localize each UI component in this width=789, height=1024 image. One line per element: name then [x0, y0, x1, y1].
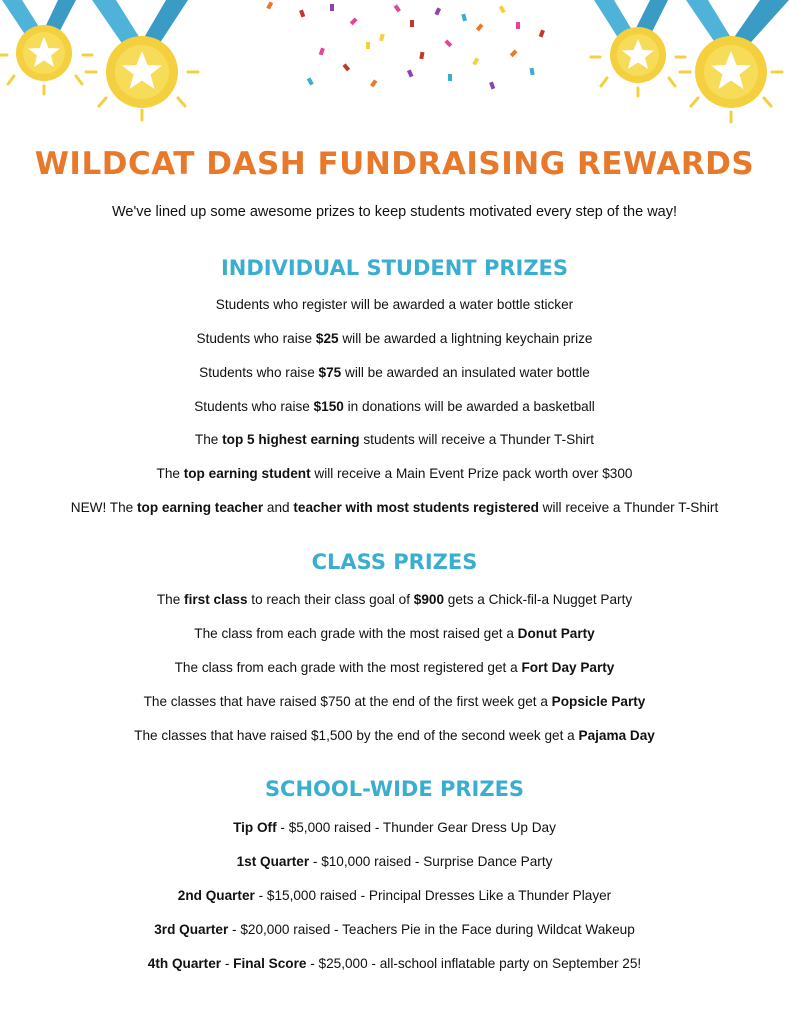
- prize-text-bold: $25: [315, 331, 339, 346]
- prize-text: - $15,000 raised - Principal Dresses Like a Thunder Player: [254, 888, 612, 903]
- medal-icon: [680, 0, 789, 122]
- prize-text-bold: teacher with most students registered: [293, 500, 539, 515]
- prize-text: will be awarded a lightning keychain prize: [338, 331, 593, 346]
- medal-icon: [591, 0, 685, 96]
- prize-line: [0, 854, 789, 869]
- prize-text-bold: 4th Quarter: [147, 956, 222, 971]
- prize-text: - $25,000 - all-school inflatable party on September 25!: [306, 956, 642, 971]
- prize-text: to reach their class goal of: [247, 592, 414, 607]
- prize-text: Students who raise: [194, 399, 314, 414]
- prize-line: [0, 500, 789, 515]
- prize-text: will be awarded an insulated water bottle: [341, 365, 590, 380]
- prize-text-bold: first class: [184, 592, 248, 607]
- prize-line: [0, 297, 789, 312]
- prize-text: students will receive a Thunder T-Shirt: [359, 432, 595, 447]
- section-heading-school-wide: SCHOOL-WIDE PRIZES: [264, 777, 525, 801]
- intro-text: We've lined up some awesome prizes to keep students motivated every step of the way!: [111, 204, 678, 220]
- prize-text: The classes that have raised $1,500 by the end of the second week get a: [134, 728, 579, 743]
- prize-text: The class from each grade with the most raised get a: [194, 626, 518, 641]
- prize-text-bold: top earning teacher: [137, 500, 264, 515]
- prize-text-bold: 1st Quarter: [236, 854, 310, 869]
- prize-text: Students who raise: [199, 365, 319, 380]
- confetti: [266, 1, 545, 89]
- prize-line: [0, 922, 789, 937]
- prize-text-bold: 3rd Quarter: [154, 922, 229, 937]
- prize-text-bold: $150: [313, 399, 344, 414]
- prize-text: The: [156, 466, 184, 481]
- prize-text-bold: top earning student: [183, 466, 311, 481]
- prize-line: [0, 466, 789, 481]
- prize-text: will receive a Main Event Prize pack worth over $300: [310, 466, 633, 481]
- prize-text: - $10,000 raised - Surprise Dance Party: [309, 854, 553, 869]
- prize-text: gets a Chick-fil-a Nugget Party: [444, 592, 633, 607]
- prize-text-bold: Fort Day Party: [521, 660, 615, 675]
- medal-icon: [0, 0, 92, 94]
- prize-text-bold: Tip Off: [233, 820, 277, 835]
- prize-text: The: [194, 432, 223, 447]
- prize-line: [0, 592, 789, 607]
- prize-line: [0, 432, 789, 447]
- prize-text-bold: 2nd Quarter: [177, 888, 255, 903]
- prize-line: [0, 728, 789, 743]
- prize-text-bold: top 5 highest earning: [222, 432, 360, 447]
- page-title: WILDCAT DASH FUNDRAISING REWARDS: [34, 146, 755, 182]
- prize-line: [0, 820, 789, 835]
- prize-text-bold: Final Score: [233, 956, 307, 971]
- prize-line: [0, 626, 789, 641]
- prize-text: The: [156, 592, 185, 607]
- prize-text-bold: Popsicle Party: [551, 694, 646, 709]
- prize-line: [0, 331, 789, 346]
- prize-text: - $5,000 raised - Thunder Gear Dress Up Day: [276, 820, 556, 835]
- section-heading-individual: INDIVIDUAL STUDENT PRIZES: [220, 256, 569, 280]
- prize-text: in donations will be awarded a basketball: [343, 399, 595, 414]
- prize-line: [0, 399, 789, 414]
- prize-text: Students who raise: [196, 331, 316, 346]
- prize-line: [0, 365, 789, 380]
- prize-line: [0, 956, 789, 971]
- prize-line: [0, 694, 789, 709]
- prize-text: NEW! The: [70, 500, 137, 515]
- prize-text: - $20,000 raised - Teachers Pie in the Face during Wildcat Wakeup: [228, 922, 635, 937]
- prize-line: [0, 888, 789, 903]
- prize-text-bold: $75: [318, 365, 342, 380]
- prize-text-bold: Pajama Day: [578, 728, 655, 743]
- prize-text: The classes that have raised $750 at the end of the first week get a: [143, 694, 552, 709]
- prize-text-bold: Donut Party: [517, 626, 595, 641]
- prize-text: -: [221, 956, 234, 971]
- prize-text: The class from each grade with the most registered get a: [174, 660, 522, 675]
- prize-text: will receive a Thunder T-Shirt: [538, 500, 719, 515]
- medal-icon: [86, 0, 198, 120]
- prize-line: [0, 660, 789, 675]
- prize-text: Students who register will be awarded a water bottle sticker: [215, 297, 574, 312]
- section-heading-class: CLASS PRIZES: [311, 550, 478, 574]
- header-decoration: [0, 0, 789, 140]
- prize-text-bold: $900: [413, 592, 445, 607]
- prize-text: and: [263, 500, 294, 515]
